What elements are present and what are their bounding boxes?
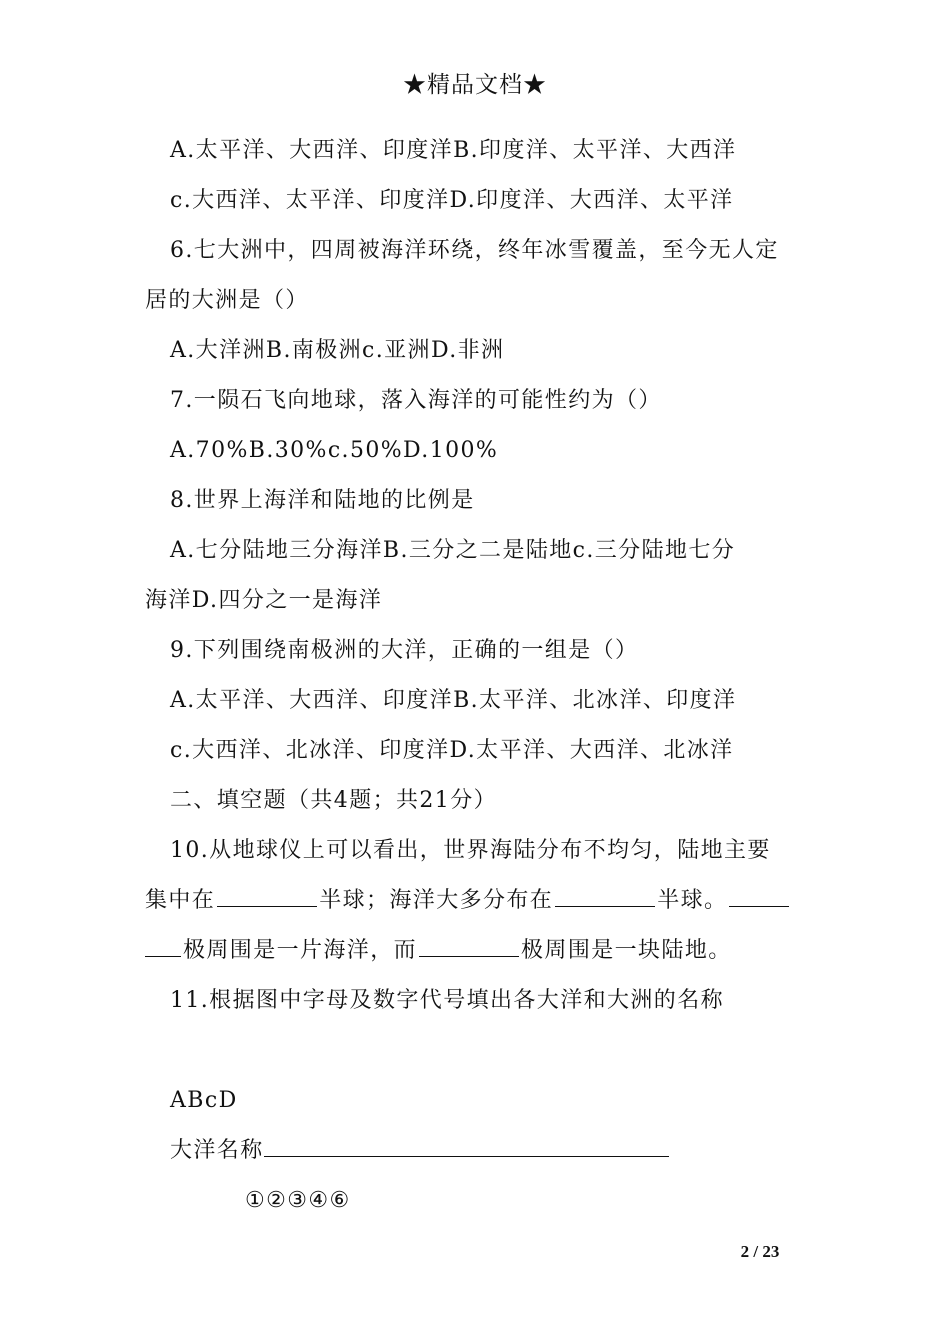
q10-question-line-3	[145, 926, 810, 976]
q10-question-line-1: 10.从地球仪上可以看出，世界海陆分布不均匀，陆地主要	[170, 838, 771, 863]
q6-options: A.大洋洲B.南极洲c.亚洲D.非洲	[170, 338, 505, 363]
q5-options-line-2: c.大西洋、太平洋、印度洋D.印度洋、大西洋、太平洋	[170, 188, 734, 213]
q7-question: 7.一陨石飞向地球，落入海洋的可能性约为（）	[170, 388, 662, 413]
fill-blank[interactable]	[729, 876, 789, 907]
q9-options-line-1: A.太平洋、大西洋、印度洋B.太平洋、北冰洋、印度洋	[170, 688, 737, 713]
q6-question-line-1: 6.七大洲中，四周被海洋环绕，终年冰雪覆盖，至今无人定	[170, 238, 779, 263]
fill-blank[interactable]	[217, 876, 317, 907]
q11-letter-codes: ABcD	[170, 1088, 238, 1113]
document-body	[145, 126, 810, 1226]
q6-question-line-2: 居的大洲是（）	[145, 288, 309, 313]
q11-question: 11.根据图中字母及数字代号填出各大洋和大洲的名称	[170, 988, 724, 1013]
q10-text-segment: 半球。	[657, 888, 728, 913]
page-header: ★精品文档★	[403, 72, 547, 98]
q10-text-segment: 极周围是一块陆地。	[521, 938, 732, 963]
q9-question: 9.下列围绕南极洲的大洋，正确的一组是（）	[170, 638, 639, 663]
q10-text-segment: 极周围是一片海洋，而	[183, 938, 418, 963]
page-number: 2 / 23	[740, 1242, 780, 1261]
fill-blank[interactable]	[419, 926, 519, 957]
q8-options-line-1: A.七分陆地三分海洋B.三分之二是陆地c.三分陆地七分	[170, 538, 736, 563]
ocean-name-label: 大洋名称	[170, 1138, 264, 1163]
figure-space	[145, 1026, 810, 1076]
q10-text-segment: 集中在	[145, 888, 216, 913]
q9-options-line-2: c.大西洋、北冰洋、印度洋D.太平洋、大西洋、北冰洋	[170, 738, 734, 763]
q10-text-segment: 半球；海洋大多分布在	[319, 888, 554, 913]
q7-options: A.70%B.30%c.50%D.100%	[170, 438, 499, 463]
fill-blank[interactable]	[555, 876, 655, 907]
q10-question-line-2	[145, 876, 810, 926]
fill-blank[interactable]	[145, 926, 181, 957]
section-two-heading: 二、填空题（共4题；共21分）	[170, 788, 497, 813]
fill-blank[interactable]	[264, 1126, 669, 1157]
q5-options-line-1: A.太平洋、大西洋、印度洋B.印度洋、太平洋、大西洋	[170, 138, 737, 163]
ocean-name-row	[145, 1126, 810, 1176]
q8-options-line-2: 海洋D.四分之一是海洋	[145, 588, 383, 613]
q11-number-codes: ①②③④⑥	[245, 1188, 351, 1213]
q8-question: 8.世界上海洋和陆地的比例是	[170, 488, 475, 513]
